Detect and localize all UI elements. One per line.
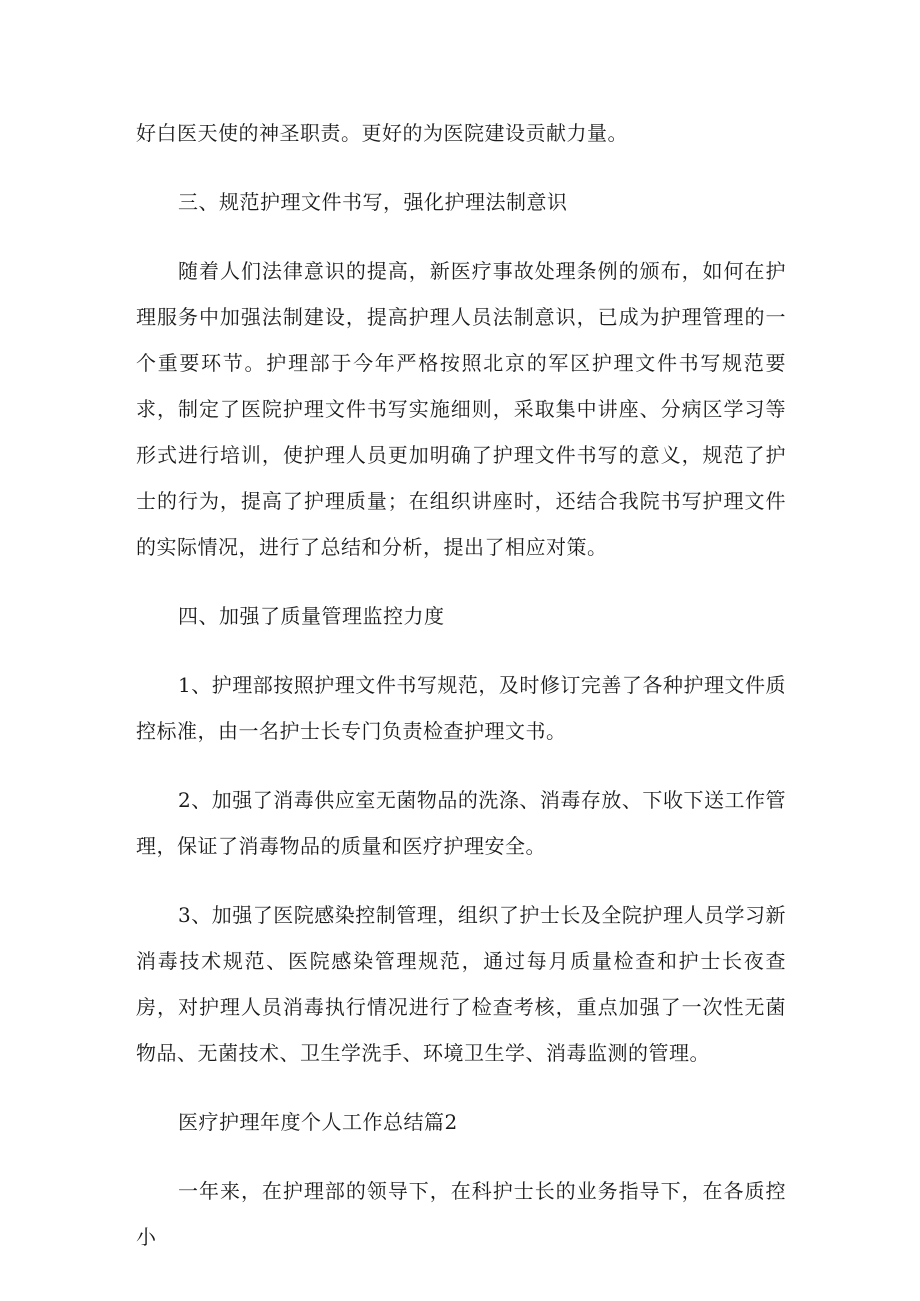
section-heading-three: 三、规范护理文件书写，强化护理法制意识	[178, 190, 568, 214]
list-item-three: 3、加强了医院感染控制管理，组织了护士长及全院护理人员学习新消毒技术规范、医院感染管理规范，通过每月质量检查和护士长夜查房，对护理人员消毒执行情况进行了检查考核，重点加强了一次性无菌物品、无菌技术、卫生学洗手、环境卫生学、消毒监测的管理。	[136, 903, 786, 1065]
list-item-one: 1、护理部按照护理文件书写规范，及时修订完善了各种护理文件质控标准，由一名护士长专门负责检查护理文书。	[136, 673, 786, 743]
paragraph-continuation: 好白医天使的神圣职责。更好的为医院建设贡献力量。	[136, 121, 628, 145]
list-item-two: 2、加强了消毒供应室无菌物品的洗涤、消毒存放、下收下送工作管理，保证了消毒物品的质量和医疗护理安全。	[136, 788, 786, 858]
article-title-part-two: 医疗护理年度个人工作总结篇2	[178, 1110, 458, 1134]
paragraph-legal-awareness: 随着人们法律意识的提高，新医疗事故处理条例的颁布，如何在护理服务中加强法制建设，提高护理人员法制意识，已成为护理管理的一个重要环节。护理部于今年严格按照北京的军区护理文件书写规范要求，制定了医院护理文件书写实施细则，采取集中讲座、分病区学习等形式进行培训，使护理人员更加明确了护理文件书写的意义，规范了护士的行为，提高了护理质量；在组织讲座时，还结合我院书写护理文件的实际情况，进行了总结和分析，提出了相应对策。	[136, 259, 786, 559]
section-heading-four: 四、加强了质量管理监控力度	[178, 604, 445, 628]
paragraph-intro-part-two: 一年来，在护理部的领导下，在科护士长的业务指导下，在各质控小	[136, 1179, 786, 1249]
document-body	[136, 110, 786, 1283]
